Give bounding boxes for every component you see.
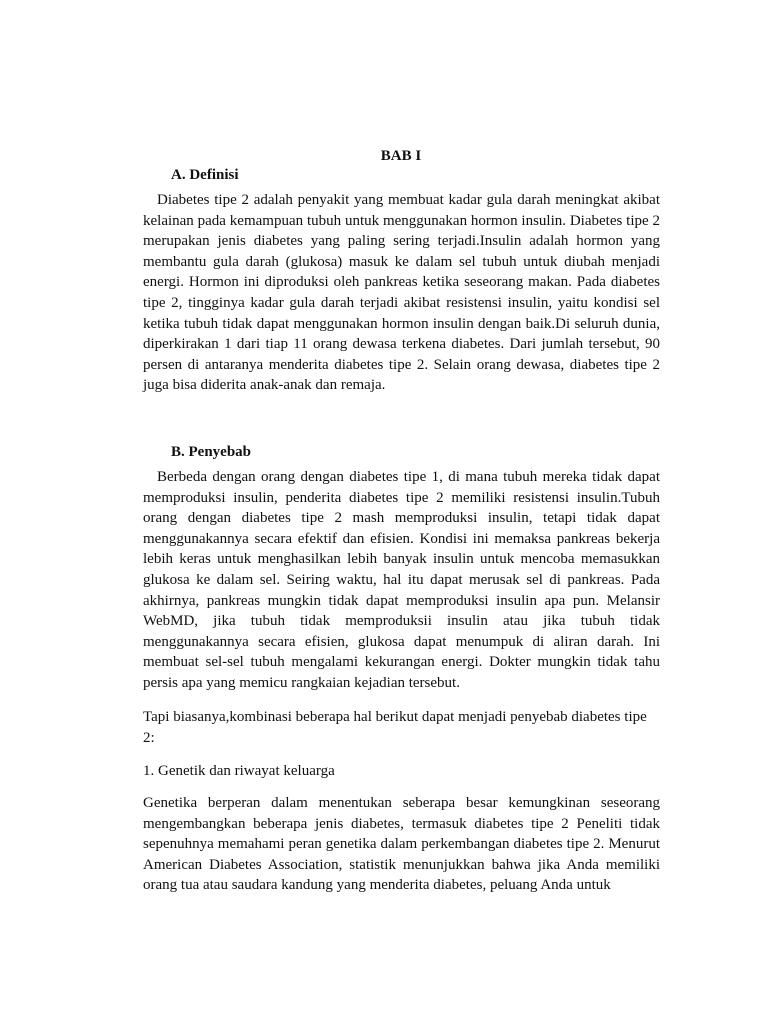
section-a-heading: A. Definisi — [171, 167, 239, 183]
list-item-genetik: 1. Genetik dan riwayat keluarga — [143, 763, 335, 779]
section-b-heading: B. Penyebab — [171, 444, 252, 460]
section-b-paragraph-1: Berbeda dengan orang dengan diabetes tipe 1, di mana tubuh mereka tidak dapat memproduksi insulin, penderita diabetes tipe 2 memiliki resistensi insulin.Tubuh orang dengan diabetes tipe 2 mash memproduksi insulin, tetapi tidak dapat menggunakannya secara efektif dan efisien. Kondisi ini memaksa pankreas bekerja lebih keras untuk menghasilkan lebih banyak insulin untuk mencoba memasukkan glukosa ke dalam sel. Seiring waktu, hal itu dapat merusak sel di pankreas. Pada akhirnya, pankreas mungkin tidak dapat memproduksi insulin apa pun. Melansir WebMD, jika tubuh tidak memproduksii insulin atau jika tubuh tidak menggunakannya secara efisien, glukosa dapat menumpuk di aliran darah. Ini membuat sel-sel tubuh mengalami kekurangan energi. Dokter mungkin tidak tahu persis apa yang memicu rangkaian kejadian tersebut. — [143, 469, 660, 691]
section-a-paragraph: Diabetes tipe 2 adalah penyakit yang membuat kadar gula darah meningkat akibat kelainan pada kemampuan tubuh untuk menggunakan hormon insulin. Diabetes tipe 2 merupakan jenis diabetes yang paling sering terjadi.Insulin adalah hormon yang membantu gula darah (glukosa) masuk ke dalam sel tubuh untuk diubah menjadi energi. Hormon ini diproduksi oleh pankreas ketika seseorang makan. Pada diabetes tipe 2, tingginya kadar gula darah terjadi akibat resistensi insulin, yaitu kondisi sel ketika tubuh tidak dapat menggunakan hormon insulin dengan baik.Di seluruh dunia, diperkirakan 1 dari tiap 11 orang dewasa terkena diabetes. Dari jumlah tersebut, 90 persen di antaranya menderita diabetes tipe 2. Selain orang dewasa, diabetes tipe 2 juga bisa diderita anak-anak dan remaja. — [143, 192, 660, 394]
section-b-paragraph-2: Tapi biasanya,kombinasi beberapa hal berikut dapat menjadi penyebab diabetes tipe 2: — [143, 709, 647, 746]
chapter-title: BAB I — [380, 148, 422, 164]
section-b-paragraph-3: Genetika berperan dalam menentukan seberapa besar kemungkinan seseorang mengembangkan beberapa jenis diabetes, termasuk diabetes tipe 2 Peneliti tidak sepenuhnya memahami peran genetika dalam perkembangan diabetes tipe 2. Menurut American Diabetes Association, statistik menunjukkan bahwa jika Anda memiliki orang tua atau saudara kandung yang menderita diabetes, peluang Anda untuk — [143, 795, 660, 894]
